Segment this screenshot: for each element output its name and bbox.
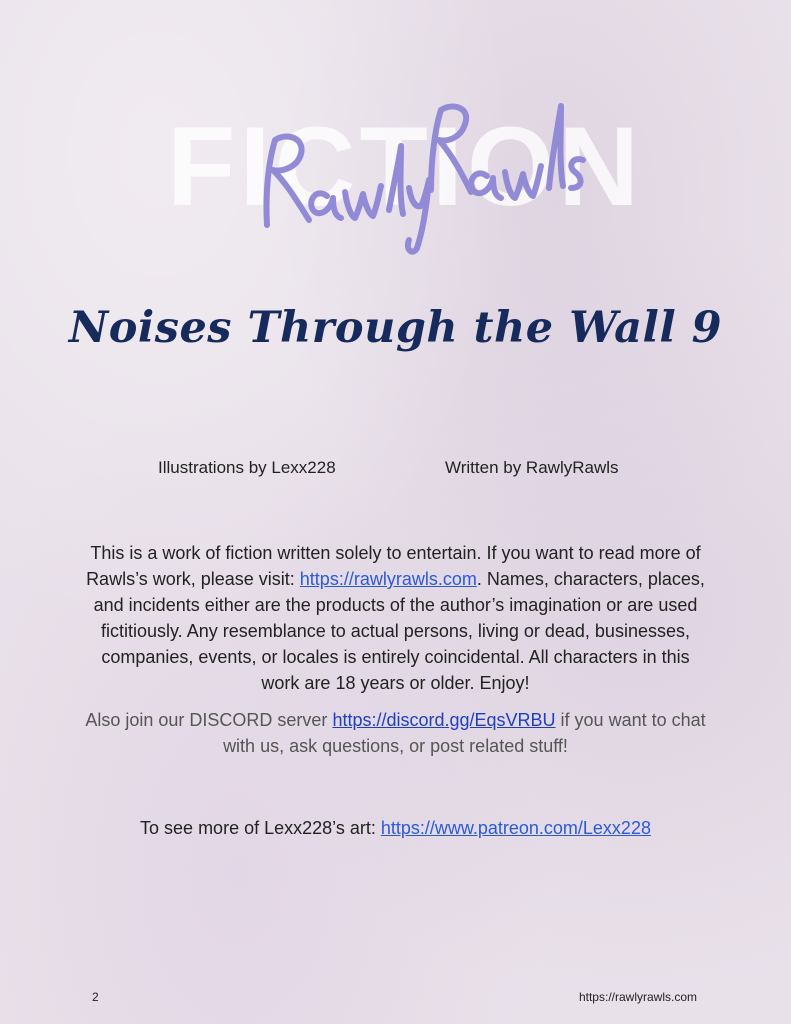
patreon-paragraph: [85, 815, 706, 841]
page-number: 2: [92, 990, 99, 1004]
discord-paragraph: [85, 707, 706, 759]
illustrations-credit: Illustrations by Lexx228: [158, 458, 336, 477]
written-by-credit: Written by RawlyRawls: [445, 458, 619, 477]
discord-link[interactable]: https://discord.gg/EqsVRBU: [332, 710, 556, 730]
discord-text-end: if you want to chat with us, ask questions, or post related stuff: [223, 710, 706, 756]
patreon-link[interactable]: https://www.patreon.com/Lexx228: [380, 818, 651, 838]
rawlyrawls-link[interactable]: https://rawlyrawls.com: [299, 569, 477, 589]
discord-text-tail: !: [562, 736, 568, 756]
footer-url: https://rawlyrawls.com: [578, 990, 697, 1004]
disclaimer-text-end: . Names, characters, places, and incidents either are the products of the author’s imagination or are used fictitiously. Any resemblance to actual persons, living or dead, businesses, companies, events, or locales is entirely coincidental. All characters in this work are 18 years or older. Enjoy!: [93, 569, 705, 693]
disclaimer-paragraph: [85, 540, 706, 696]
discord-text-start: Also join our DISCORD server: [85, 710, 333, 730]
patreon-text: To see more of Lexx228’s art:: [140, 818, 381, 838]
rawly-rawls-fiction-logo: [167, 80, 643, 240]
page-title: Noises Through the Wall 9: [68, 303, 723, 353]
disclaimer-text-start: This is a work of fiction written solely to entertain. If you want to read more of Rawls’s work, please visit:: [86, 543, 701, 589]
logo-fiction-word: FICTION: [167, 104, 643, 229]
